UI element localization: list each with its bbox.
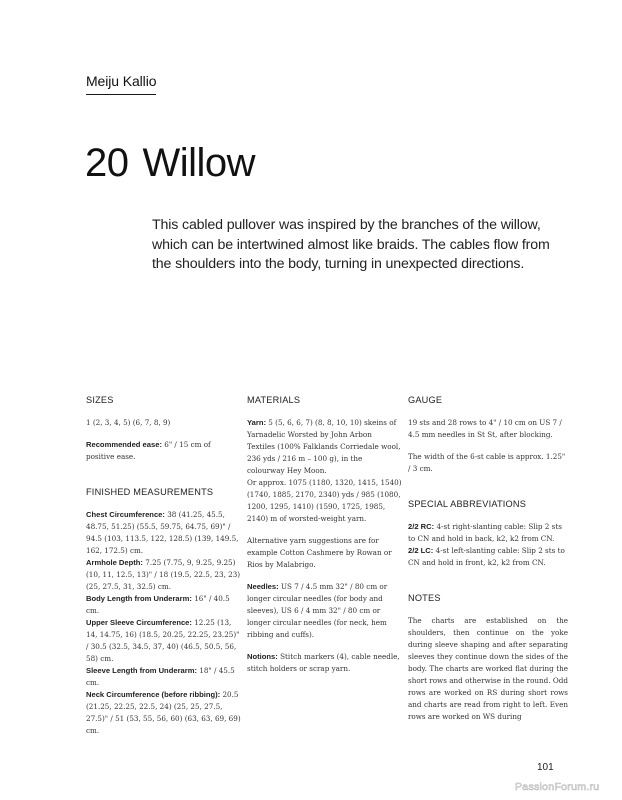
yarn-info [247,417,402,477]
gauge-heading: GAUGE [408,395,443,405]
yarn-value: 5 (5, 6, 6, 7) (8, 8, 10, 10) skeins of Yarnadelic Worsted by John Arbon Textiles (100% Falklands Corriedale wool, 236 yds / 216 m – 100 g), in the colourway Hey Moon. [247,418,401,475]
notes-text: The charts are established on the shoulders, then continue on the yoke during sleeve shaping and after separating sleeves they continue down the sides of the body. The charts are worked flat during the short rows and otherwise in the round. Odd rows are worked on RS during short rows and charts are read from right to left. Even rows are worked on WS during [408,616,568,721]
measurement-item [86,557,241,593]
gauge-text: 19 sts and 28 rows to 4" / 10 cm on US 7 / 4.5 mm needles in St St, after blocking. [408,418,562,439]
ease-label: Recommended ease: [86,440,162,449]
intro-paragraph: This cabled pullover was inspired by the branches of the willow, which can be intertwined almost like braids. The cables flow from the shoulders into the body, turning in unexpected directions. [152,217,550,272]
author-name: Meiju Kallio [86,73,156,95]
measurement-label: Upper Sleeve Circumference: [86,618,192,627]
abbreviation-value: 4-st right-slanting cable: Slip 2 sts to CN and hold in back, k2, k2 from CN. [408,522,562,543]
ease-value: 6" / 15 cm of positive ease. [86,440,211,461]
pattern-name: Willow [142,141,256,185]
notes-heading: NOTES [408,593,441,603]
measurement-value: 16" / 40.5 cm. [86,594,230,615]
measurement-label: Neck Circumference (before ribbing): [86,690,221,699]
materials-heading: MATERIALS [247,395,301,405]
pattern-title [85,143,255,183]
measurement-value: 18" / 45.5 cm. [86,666,235,687]
column-gauge-notes [408,395,568,723]
measurement-label: Body Length from Underarm: [86,594,192,603]
needles-value: US 7 / 4.5 mm 32" / 80 cm or longer circular needles (for body and sleeves), US 6 / 4 mm 32" / 80 cm or longer circular needles (for neck, hem ribbing and cuffs). [247,582,388,639]
measurement-value: 20.5 (21.25, 22.25, 22.5, 24) (25, 25, 27.5, 27.5)" / 51 (53, 55, 56, 60) (63, 63, 69, 69) cm. [86,690,241,735]
yarn-alternatives: Alternative yarn suggestions are for example Cotton Cashmere by Rowan or Rios by Malabrigo. [247,536,392,569]
measurement-label: Armhole Depth: [86,558,143,567]
measurement-label: Sleeve Length from Underarm: [86,666,197,675]
measurement-item [86,593,241,617]
column-materials [247,395,402,675]
abbreviation-item [408,521,568,545]
watermark: PassionForum.ru [515,781,600,793]
cable-width: The width of the 6-st cable is approx. 1.25" / 3 cm. [408,452,566,473]
column-sizes-measurements [86,395,241,737]
page-number: 101 [537,762,554,773]
sizes-heading: SIZES [86,395,114,405]
abbreviation-label: 2/2 RC: [408,522,435,531]
measurement-value: 7.25 (7.75, 9, 9.25, 9.25) (10, 11, 12.5, 13)" / 18 (19.5, 22.5, 23, 23) (25, 27.5, 31, 32.5) cm. [86,558,241,591]
yarn-label: Yarn: [247,418,266,427]
measurement-value: 38 (41.25, 45.5, 48.75, 51.25) (55.5, 59.75, 64.75, 69)" / 94.5 (103, 113.5, 122, 128.5) (139, 149.5, 162, 172.5) cm. [86,510,239,555]
recommended-ease [86,439,241,463]
measurement-item [86,617,241,665]
measurement-item [86,689,241,737]
notions-value: Stitch markers (4), cable needle, stitch holders or scrap yarn. [247,652,400,673]
sizes-list: 1 (2, 3, 4, 5) (6, 7, 8, 9) [86,418,171,427]
notions-label: Notions: [247,652,278,661]
measurement-item [86,509,241,557]
measurement-label: Chest Circumference: [86,510,165,519]
measurement-value: 12.25 (13, 14, 14.75, 16) (18.5, 20.25, 22.25, 23.25)" / 30.5 (32.5, 34.5, 37, 40) (46.5, 50.5, 56, 58) cm. [86,618,240,663]
abbreviation-label: 2/2 LC: [408,546,434,555]
yarn-approx: Or approx. 1075 (1180, 1320, 1415, 1540) (1740, 1885, 2170, 2340) yds / 985 (1080, 1200, 1295, 1410) (1590, 1725, 1985, 2140) m of worsted-weight yarn. [247,478,402,523]
special-abbreviations-heading: SPECIAL ABBREVIATIONS [408,499,527,509]
needles-info [247,581,402,641]
abbreviation-item [408,545,568,569]
notions-info [247,651,402,675]
needles-label: Needles: [247,582,279,591]
abbreviation-value: 4-st left-slanting cable: Slip 2 sts to CN and hold in front, k2, k2 from CN. [408,546,565,567]
measurement-item [86,665,241,689]
finished-measurements-heading: FINISHED MEASUREMENTS [86,487,214,497]
pattern-number: 20 [85,141,129,185]
